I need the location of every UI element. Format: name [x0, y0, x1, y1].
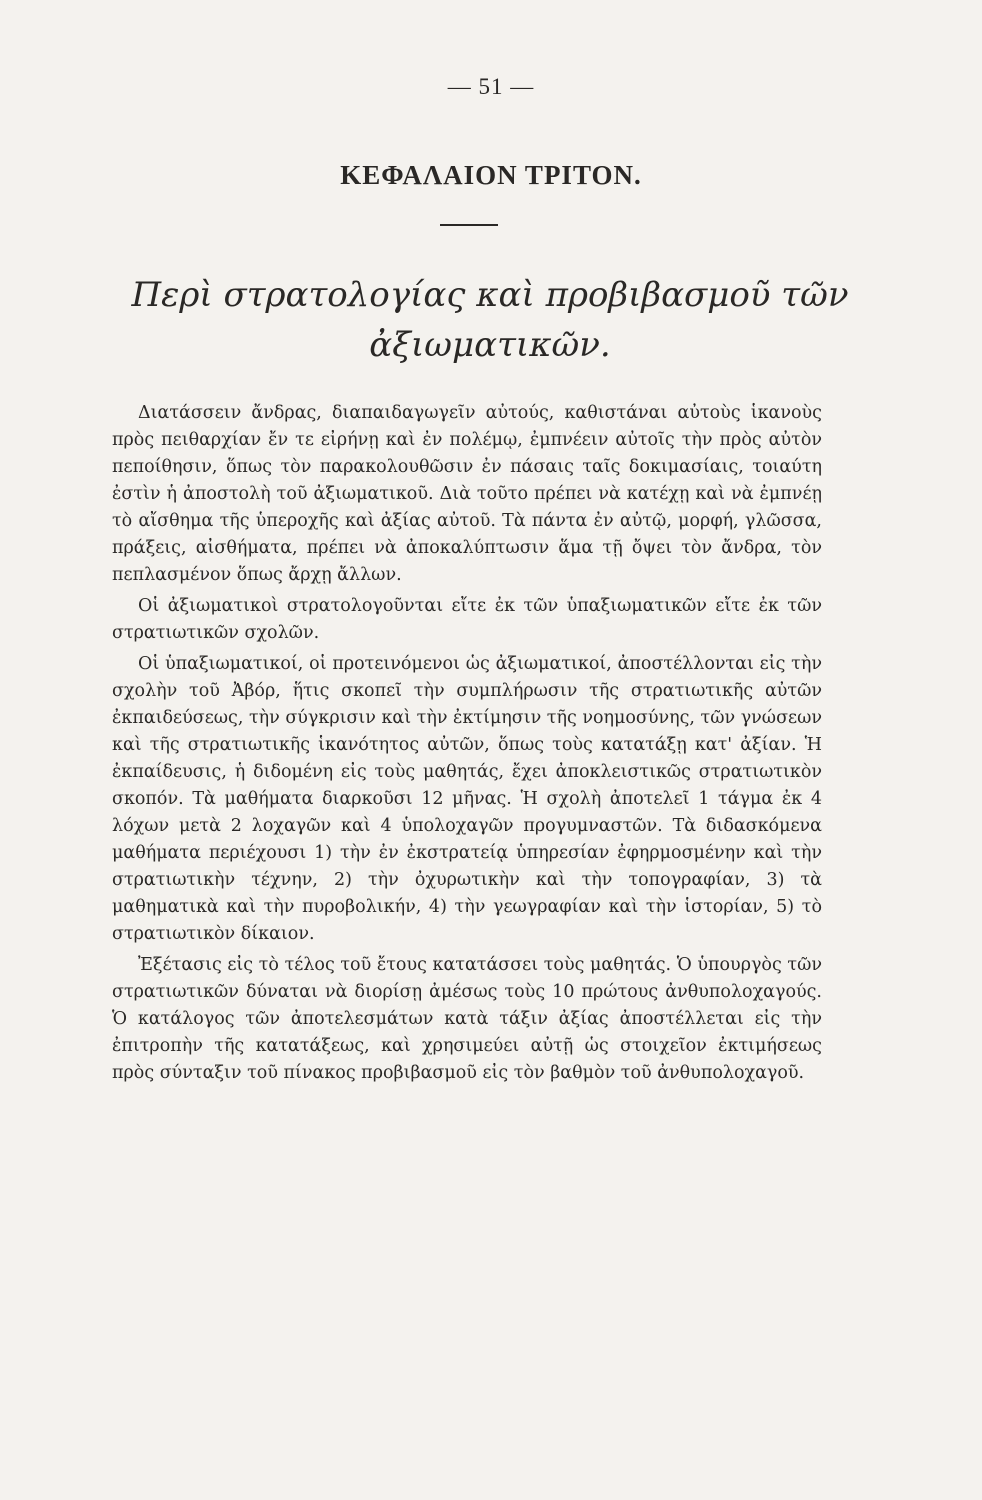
paragraph: Οἱ ἀξιωματικοὶ στρατολογοῦνται εἴτε ἐκ τῶν ὑπαξιωματικῶν εἴτε ἐκ τῶν στρατιωτικῶν σχολῶν.	[112, 596, 822, 643]
paragraph: Οἱ ὑπαξιωματικοί, οἱ προτεινόμενοι ὡς ἀξιωματικοί, ἀποστέλλονται εἰς τὴν σχολὴν τοῦ Ἀβόρ, ἥτις σκοπεῖ τὴν συμπλήρωσιν τῆς στρατιωτικῆς αὐτῶν ἐκπαιδεύσεως, τὴν σύγκρισιν καὶ τὴν ἐκτίμησιν τῆς νοημοσύνης, τῶν γνώσεων καὶ τῆς στρατιωτικῆς ἱκανότητος αὐτῶν, ὅπως τοὺς κατατάξῃ κατ' ἀξίαν. Ἡ ἐκπαίδευσις, ἡ διδομένη εἰς τοὺς μαθητάς, ἔχει ἀποκλειστικῶς στρατιωτικὸν σκοπόν. Τὰ μαθήματα διαρκοῦσι 12 μῆνας. Ἡ σχολὴ ἀποτελεῖ 1 τάγμα ἐκ 4 λόχων μετὰ 2 λοχαγῶν καὶ 4 ὑπολοχαγῶν προγυμναστῶν. Τὰ διδασκόμενα μαθήματα περιέχουσι 1) τὴν ἐν ἐκστρατείᾳ ὑπηρεσίαν ἐφηρμοσμένην καὶ τὴν στρατιωτικὴν τέχνην, 2) τὴν ὀχυρωτικὴν καὶ τὴν τοπογραφίαν, 3) τὰ μαθηματικὰ καὶ τὴν πυροβολικήν, 4) τὴν γεωγραφίαν καὶ τὴν ἱστορίαν, 5) τὸ στρατιωτικὸν δίκαιον.	[112, 654, 822, 944]
body-text	[112, 400, 822, 1091]
chapter-heading: ΚΕΦΑΛΑΙΟΝ ΤΡΙΤΟΝ.	[340, 160, 642, 190]
heading-divider	[440, 224, 498, 226]
paragraph: Διατάσσειν ἄνδρας, διαπαιδαγωγεῖν αὐτούς, καθιστάναι αὐτοὺς ἱκανοὺς πρὸς πειθαρχίαν ἔν τε εἰρήνῃ καὶ ἐν πολέμῳ, ἐμπνέειν αὐτοῖς τὴν πρὸς αὐτὸν πεποίθησιν, ὅπως τὸν παρακολουθῶσιν ἐν πάσαις ταῖς δοκιμασίαις, τοιαύτη ἐστὶν ἡ ἀποστολὴ τοῦ ἀξιωματικοῦ. Διὰ τοῦτο πρέπει νὰ κατέχῃ καὶ νὰ ἐμπνέῃ τὸ αἴσθημα τῆς ὑπεροχῆς καὶ ἀξίας αὐτοῦ. Τὰ πάντα ἐν αὐτῷ, μορφή, γλῶσσα, πράξεις, αἰσθήματα, πρέπει νὰ ἀποκαλύπτωσιν ἅμα τῇ ὄψει τὸν ἄνδρα, τὸν πεπλασμένον ὅπως ἄρχῃ ἄλλων.	[112, 403, 822, 585]
page-number: — 51 —	[447, 74, 535, 99]
section-title: Περὶ στρατολογίας καὶ προβιβασμοῦ τῶν ἀξιωματικῶν.	[131, 275, 849, 365]
paragraph: Ἐξέτασις εἰς τὸ τέλος τοῦ ἔτους κατατάσσει τοὺς μαθητάς. Ὁ ὑπουργὸς τῶν στρατιωτικῶν δύναται νὰ διορίσῃ ἀμέσως τοὺς 10 πρώτους ἀνθυπολοχαγούς. Ὁ κατάλογος τῶν ἀποτελεσμάτων κατὰ τάξιν ἀξίας ἀποστέλλεται εἰς τὴν ἐπιτροπὴν τῆς κατατάξεως, καὶ χρησιμεύει αὐτῇ ὡς στοιχεῖον ἐκτιμήσεως πρὸς σύνταξιν τοῦ πίνακος προβιβασμοῦ εἰς τὸν βαθμὸν τοῦ ἀνθυπολοχαγοῦ.	[112, 955, 822, 1083]
